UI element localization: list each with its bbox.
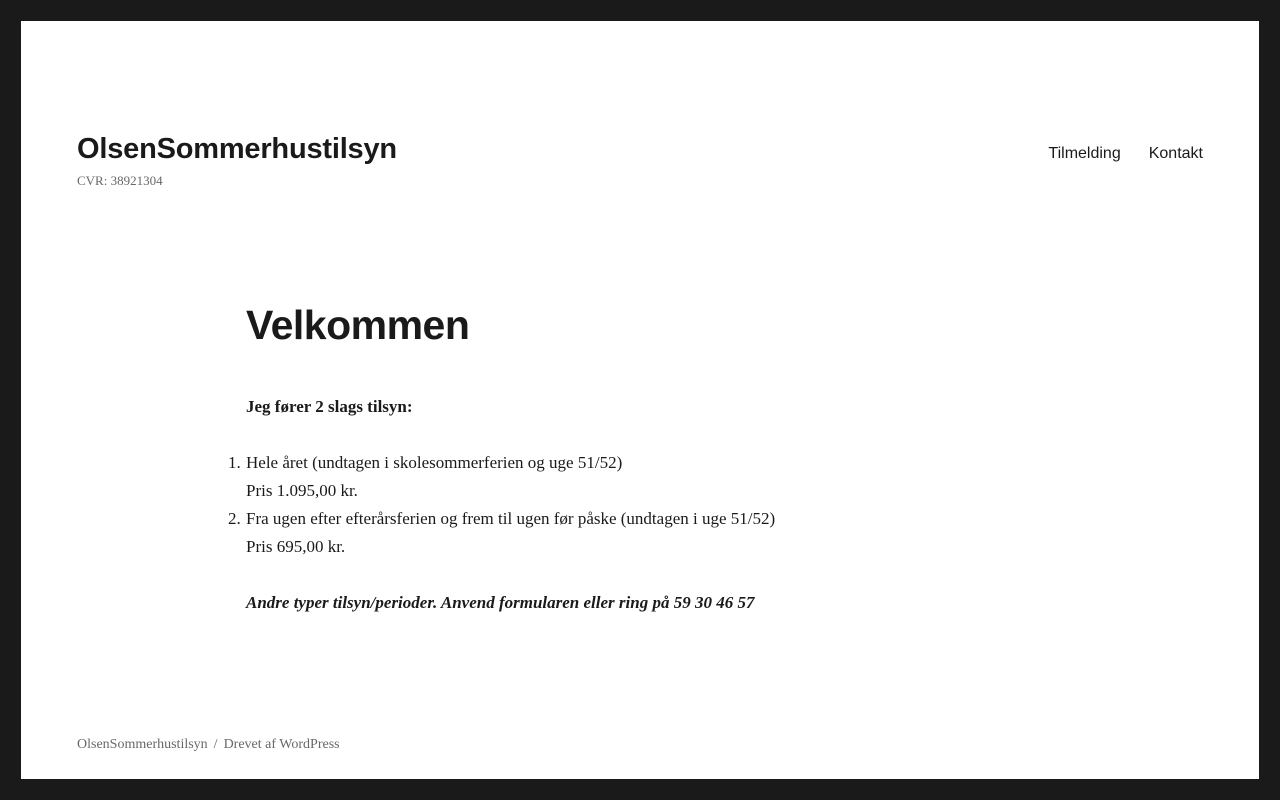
footer-separator: / xyxy=(213,737,218,752)
intro-text: Jeg fører 2 slags tilsyn: xyxy=(246,397,413,416)
footer-site-link[interactable]: OlsenSommerhustilsyn xyxy=(77,737,208,752)
list-item-description: Hele året (undtagen i skolesommerferien og uge 51/52) xyxy=(246,453,623,472)
list-item xyxy=(228,505,1026,561)
offer-list xyxy=(228,449,1026,561)
site-footer xyxy=(77,736,340,754)
list-item-description: Fra ugen efter efterårsferien og frem til ugen før påske (undtagen i uge 51/52) xyxy=(246,509,776,528)
page xyxy=(21,21,1259,779)
main-content xyxy=(228,299,1026,617)
page-title: Velkommen xyxy=(246,302,470,348)
site-title-link[interactable]: OlsenSommerhustilsyn xyxy=(77,133,397,165)
list-item xyxy=(228,449,1026,505)
closing-text: Andre typer tilsyn/perioder. Anvend formularen eller ring på 59 30 46 57 xyxy=(246,593,755,612)
list-item-number: 2. xyxy=(228,509,241,528)
main-navigation xyxy=(1048,143,1203,165)
list-item-price: Pris 1.095,00 kr. xyxy=(246,481,358,500)
list-item-number: 1. xyxy=(228,453,241,472)
site-description: CVR: 38921304 xyxy=(77,173,163,188)
nav-item-kontakt[interactable]: Kontakt xyxy=(1148,145,1203,162)
footer-powered-by-link[interactable]: Drevet af WordPress xyxy=(223,737,340,752)
list-item-price: Pris 695,00 kr. xyxy=(246,537,346,556)
nav-item-tilmelding[interactable]: Tilmelding xyxy=(1048,145,1121,162)
